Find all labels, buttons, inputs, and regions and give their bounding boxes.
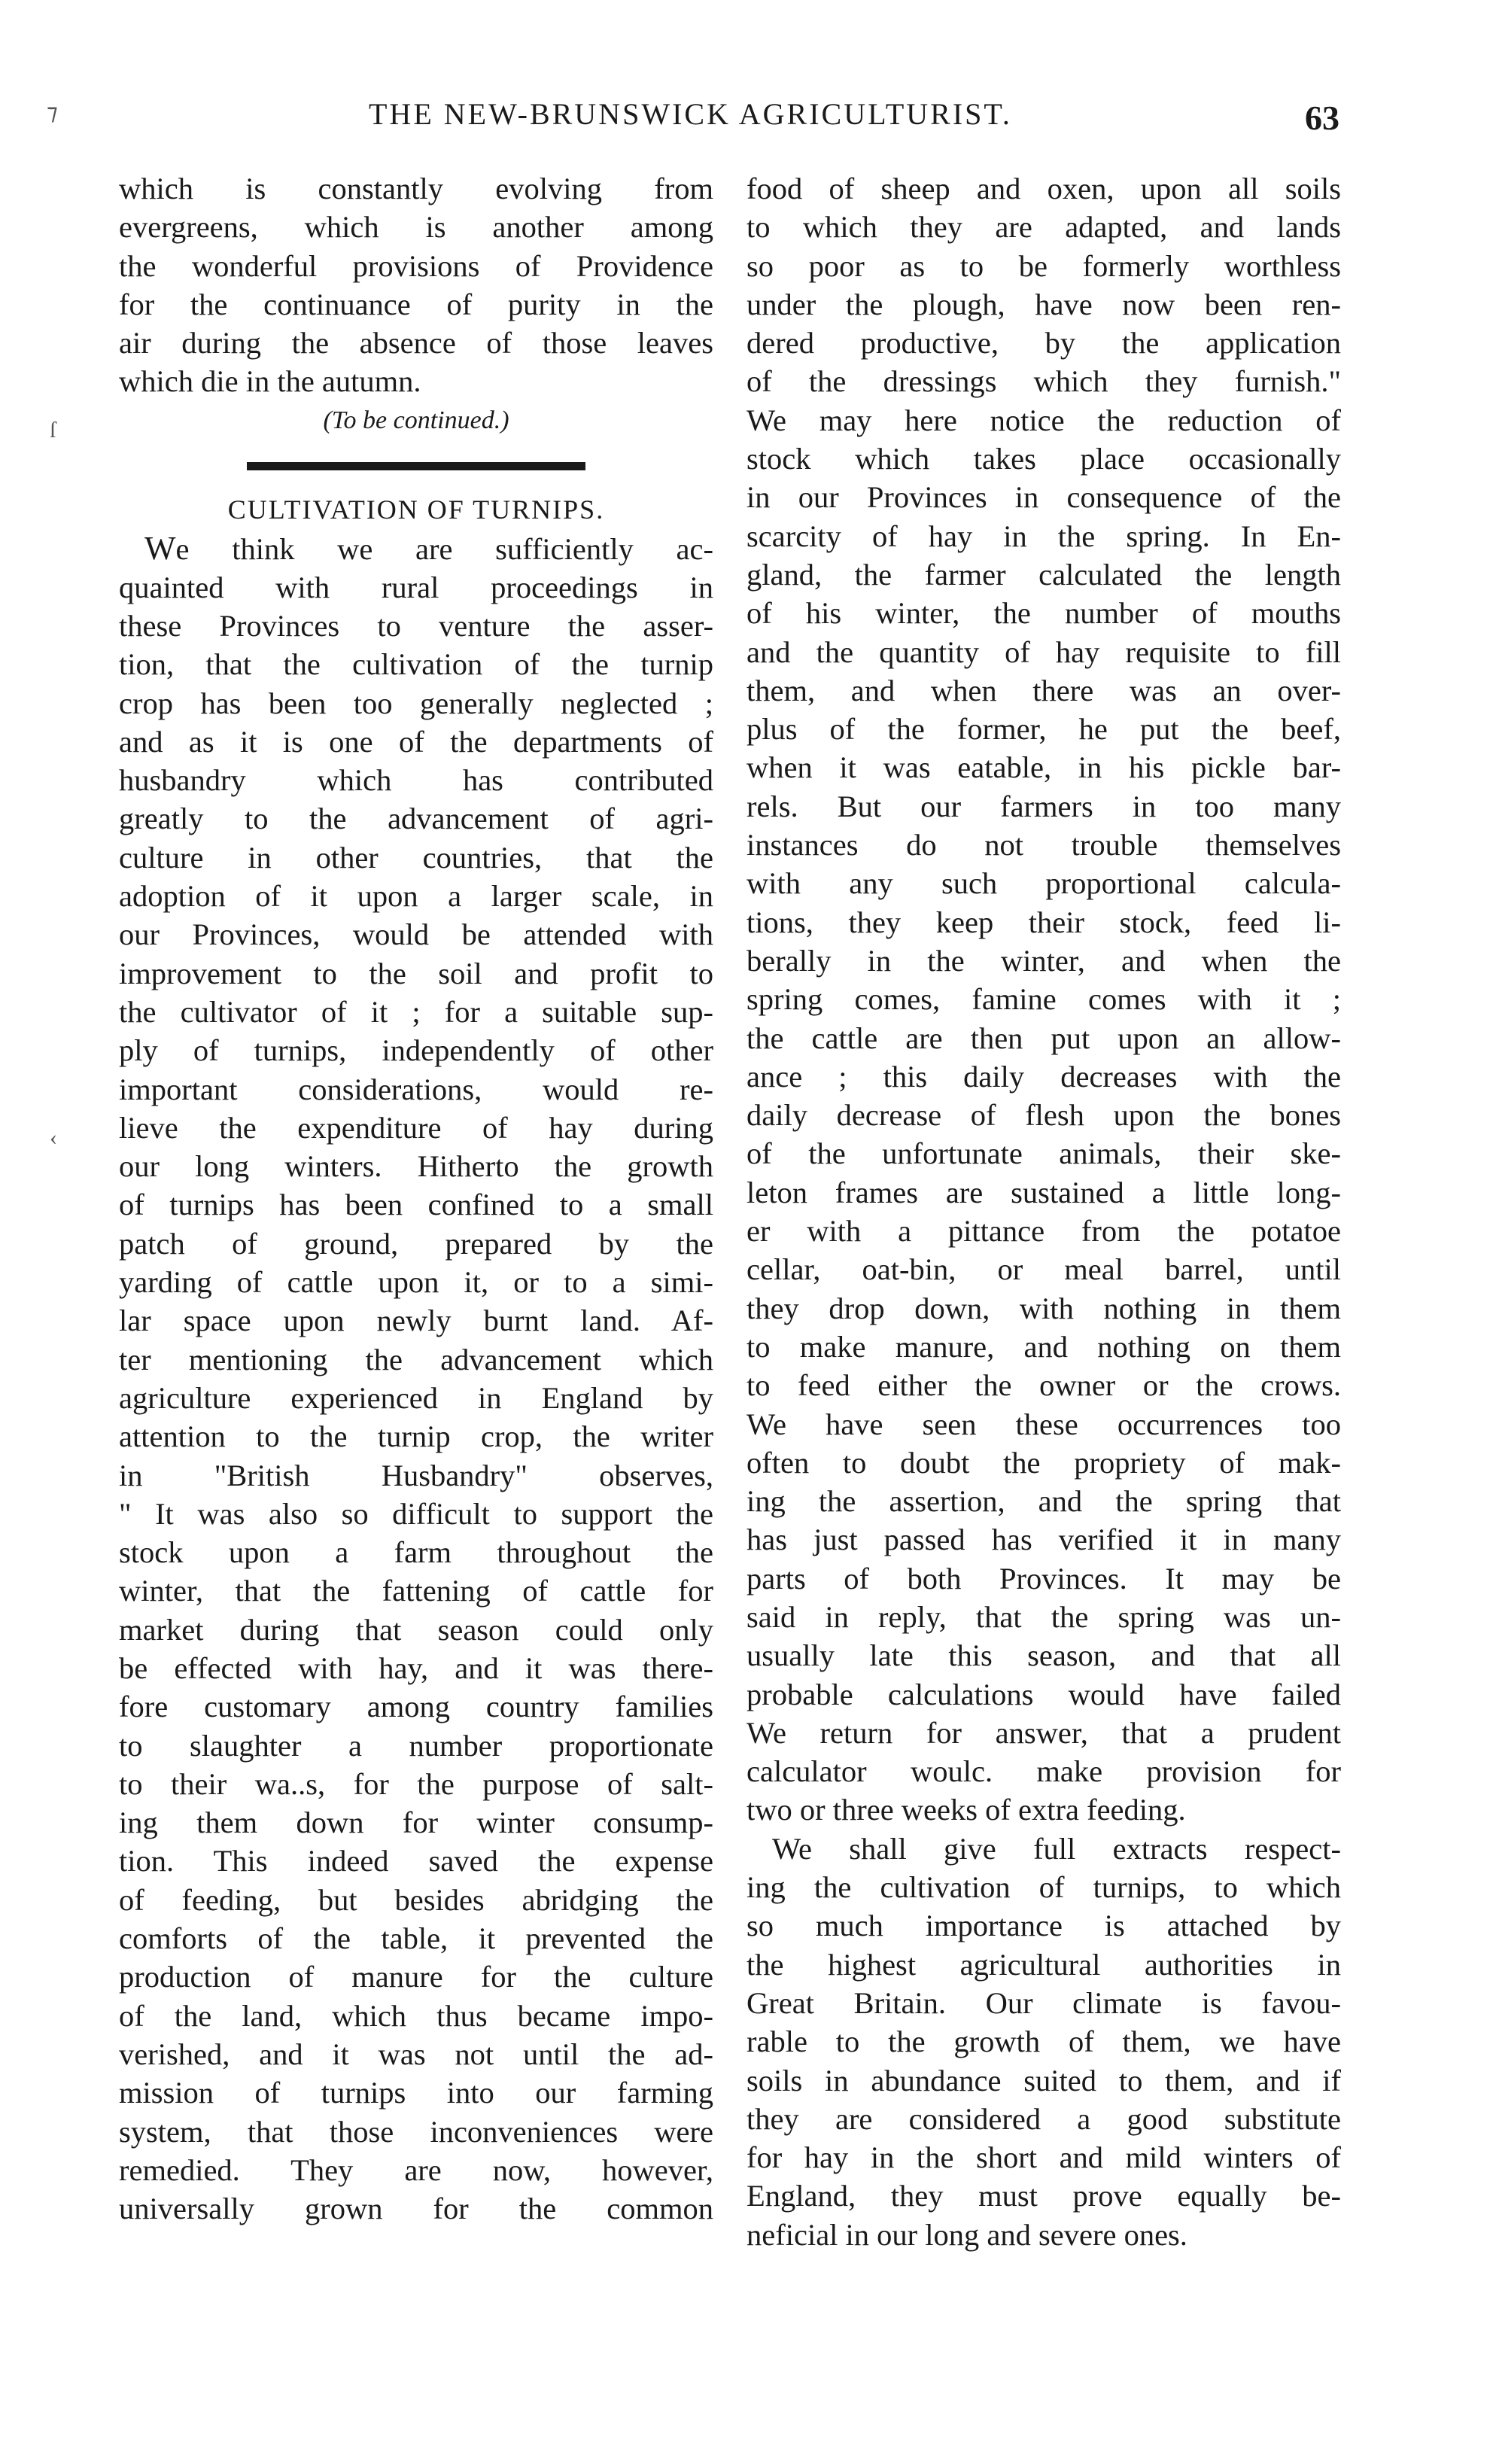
text-line: ter mentioning the advancement which — [119, 1342, 713, 1376]
text-line: probable calculations would have failed — [746, 1677, 1341, 1711]
text-line: usually late this season, and that all — [746, 1638, 1341, 1673]
text-line: they drop down, with nothing in them — [746, 1291, 1341, 1325]
text-line: dered productive, by the application — [746, 326, 1341, 360]
page-number: 63 — [1305, 99, 1339, 137]
text-line: for the continuance of purity in the — [119, 287, 713, 321]
text-line: tions, they keep their stock, feed li- — [746, 905, 1341, 939]
text-line: We may here notice the reduction of — [746, 403, 1341, 437]
text-line: winter, that the fattening of cattle for — [119, 1574, 713, 1608]
text-line: tion, that the cultivation of the turnip — [119, 647, 713, 682]
text-line: husbandry which has contributed — [119, 763, 713, 798]
text-line: and the quantity of hay requisite to fill — [746, 634, 1341, 669]
text-line: culture in other countries, that the — [119, 840, 713, 875]
text-line: of the unfortunate animals, their ske- — [746, 1136, 1341, 1171]
text-line: which is constantly evolving from — [119, 172, 713, 205]
text-line: market during that season could only — [119, 1612, 713, 1647]
text-line: be effected with hay, and it was there- — [119, 1650, 713, 1685]
text-line: with any such proportional calcula- — [746, 866, 1341, 901]
text-line: We think we are sufficiently ac- — [144, 530, 713, 567]
text-line: ance ; this daily decreases with the — [746, 1059, 1341, 1094]
text-line: plus of the former, he put the beef, — [746, 712, 1341, 747]
text-line: the cattle are then put upon an allow- — [746, 1021, 1341, 1055]
left-column — [119, 169, 713, 2228]
margin-mark: ‹ — [50, 1125, 57, 1150]
text-line: to which they are adapted, and lands — [746, 210, 1341, 245]
text-line: of feeding, but besides abridging the — [119, 1882, 713, 1917]
text-line: England, they must prove equally be- — [746, 2179, 1341, 2213]
text-line: tion. This indeed saved the expense — [119, 1844, 713, 1878]
text-line: daily decrease of flesh upon the bones — [746, 1098, 1341, 1133]
text-line: scarcity of hay in the spring. In En- — [746, 519, 1341, 553]
text-line: said in reply, that the spring was un- — [746, 1599, 1341, 1634]
text-line: has just passed has verified it in many — [746, 1523, 1341, 1557]
text-line: of his winter, the number of mouths — [746, 596, 1341, 631]
text-line: ing the cultivation of turnips, to which — [746, 1870, 1341, 1905]
text-line: and as it is one of the departments of — [119, 724, 713, 759]
text-line: er with a pittance from the potatoe — [746, 1214, 1341, 1249]
right-column — [746, 169, 1341, 2254]
text-line: our long winters. Hitherto the growth — [119, 1149, 713, 1184]
text-line: ing them down for winter consump- — [119, 1805, 713, 1840]
text-line: in "British Husbandry" observes, — [119, 1458, 713, 1492]
text-line: stock which takes place occasionally — [746, 442, 1341, 476]
text-line: our Provinces, would be attended with — [119, 917, 713, 952]
text-line: these Provinces to venture the asser- — [119, 608, 713, 643]
text-line: yarding of cattle upon it, or to a simi- — [119, 1265, 713, 1300]
text-line: to feed either the owner or the crows. — [746, 1368, 1341, 1403]
text-line: them, and when there was an over- — [746, 673, 1341, 707]
text-line: for hay in the short and mild winters of — [746, 2140, 1341, 2175]
text-line: fore customary among country families — [119, 1690, 713, 1724]
text-line: universally grown for the common — [119, 2192, 713, 2226]
text-line: often to doubt the propriety of mak- — [746, 1445, 1341, 1480]
text-line: remedied. They are now, however, — [119, 2152, 713, 2187]
text-line: of turnips has been confined to a small — [119, 1188, 713, 1222]
text-line: the cultivator of it ; for a suitable sup- — [119, 994, 713, 1029]
text-line: to slaughter a number proportionate — [119, 1728, 713, 1763]
text-line: comforts of the table, it prevented the — [119, 1921, 713, 1956]
text-line: agriculture experienced in England by — [119, 1380, 713, 1415]
text-line: greatly to the advancement of agri- — [119, 802, 713, 836]
text-line: so much importance is attached by — [746, 1909, 1341, 1943]
text-line: production of manure for the culture — [119, 1960, 713, 1994]
text-line: ing the assertion, and the spring that — [746, 1484, 1341, 1519]
text-line: gland, the farmer calculated the length — [746, 557, 1341, 592]
text-line: the highest agricultural authorities in — [746, 1947, 1341, 1982]
text-line: instances do not trouble themselves — [746, 828, 1341, 862]
text-line: parts of both Provinces. It may be — [746, 1561, 1341, 1596]
text-line: soils in abundance suited to them, and if — [746, 2063, 1341, 2097]
text-line: " It was also so difficult to support the — [119, 1496, 713, 1531]
text-line: calculator woulc. make provision for — [746, 1754, 1341, 1789]
text-line: air during the absence of those leaves — [119, 326, 713, 360]
page-header — [120, 96, 1339, 141]
text-line: system, that those inconveniences were — [119, 2114, 713, 2149]
text-line: under the plough, have now been ren- — [746, 287, 1341, 321]
text-line: lar space upon newly burnt land. Af- — [119, 1303, 713, 1338]
text-line: We return for answer, that a prudent — [746, 1715, 1341, 1750]
text-line: improvement to the soil and profit to — [119, 956, 713, 990]
text-line: We shall give full extracts respect- — [772, 1831, 1341, 1866]
text-line: berally in the winter, and when the — [746, 943, 1341, 978]
text-line: leton frames are sustained a little long- — [746, 1175, 1341, 1209]
text-line: patch of ground, prepared by the — [119, 1226, 713, 1261]
text-line: the wonderful provisions of Providence — [119, 248, 713, 283]
text-line: rable to the growth of them, we have — [746, 2024, 1341, 2059]
text-line: of the land, which thus became impo- — [119, 1998, 713, 2033]
running-title: THE NEW-BRUNSWICK AGRICULTURIST. — [369, 97, 1012, 131]
margin-mark: ⁊ — [47, 100, 58, 125]
text-line: Great Britain. Our climate is favou- — [746, 1985, 1341, 2020]
text-line: two or three weeks of extra feeding. — [746, 1793, 1186, 1827]
section-divider — [119, 440, 713, 491]
text-line: adoption of it upon a larger scale, in — [119, 879, 713, 914]
text-line: of the dressings which they furnish." — [746, 364, 1341, 399]
divider-rule — [247, 462, 585, 470]
text-line: in our Provinces in consequence of the — [746, 480, 1341, 515]
text-line: when it was eatable, in his pickle bar- — [746, 750, 1341, 785]
continued-note: (To be continued.) — [323, 406, 509, 434]
text-line: evergreens, which is another among — [119, 210, 713, 245]
text-line: to make manure, and nothing on them — [746, 1329, 1341, 1364]
text-line: spring comes, famine comes with it ; — [746, 982, 1341, 1017]
text-line: quainted with rural proceedings in — [119, 570, 713, 604]
text-line: so poor as to be formerly worthless — [746, 248, 1341, 283]
text-line: stock upon a farm throughout the — [119, 1535, 713, 1570]
text-line: important considerations, would re- — [119, 1072, 713, 1106]
text-line: they are considered a good substitute — [746, 2101, 1341, 2136]
text-line: which die in the autumn. — [119, 364, 421, 399]
text-line: neficial in our long and severe ones. — [746, 2217, 1187, 2252]
text-line: We have seen these occurrences too — [746, 1407, 1341, 1441]
text-line: crop has been too generally neglected ; — [119, 686, 713, 720]
margin-mark: ſ — [50, 418, 56, 443]
section-heading: CULTIVATION OF TURNIPS. — [227, 494, 605, 525]
text-line: lieve the expenditure of hay during — [119, 1110, 713, 1145]
text-line: mission of turnips into our farming — [119, 2076, 713, 2110]
text-line: attention to the turnip crop, the writer — [119, 1419, 713, 1454]
text-line: ply of turnips, independently of other — [119, 1033, 713, 1068]
text-line: cellar, oat-bin, or meal barrel, until — [746, 1252, 1341, 1287]
text-line: food of sheep and oxen, upon all soils — [746, 172, 1341, 205]
text-line: verished, and it was not until the ad- — [119, 2037, 713, 2071]
text-line: rels. But our farmers in too many — [746, 789, 1341, 823]
text-line: to their wa..s, for the purpose of salt- — [119, 1766, 713, 1801]
